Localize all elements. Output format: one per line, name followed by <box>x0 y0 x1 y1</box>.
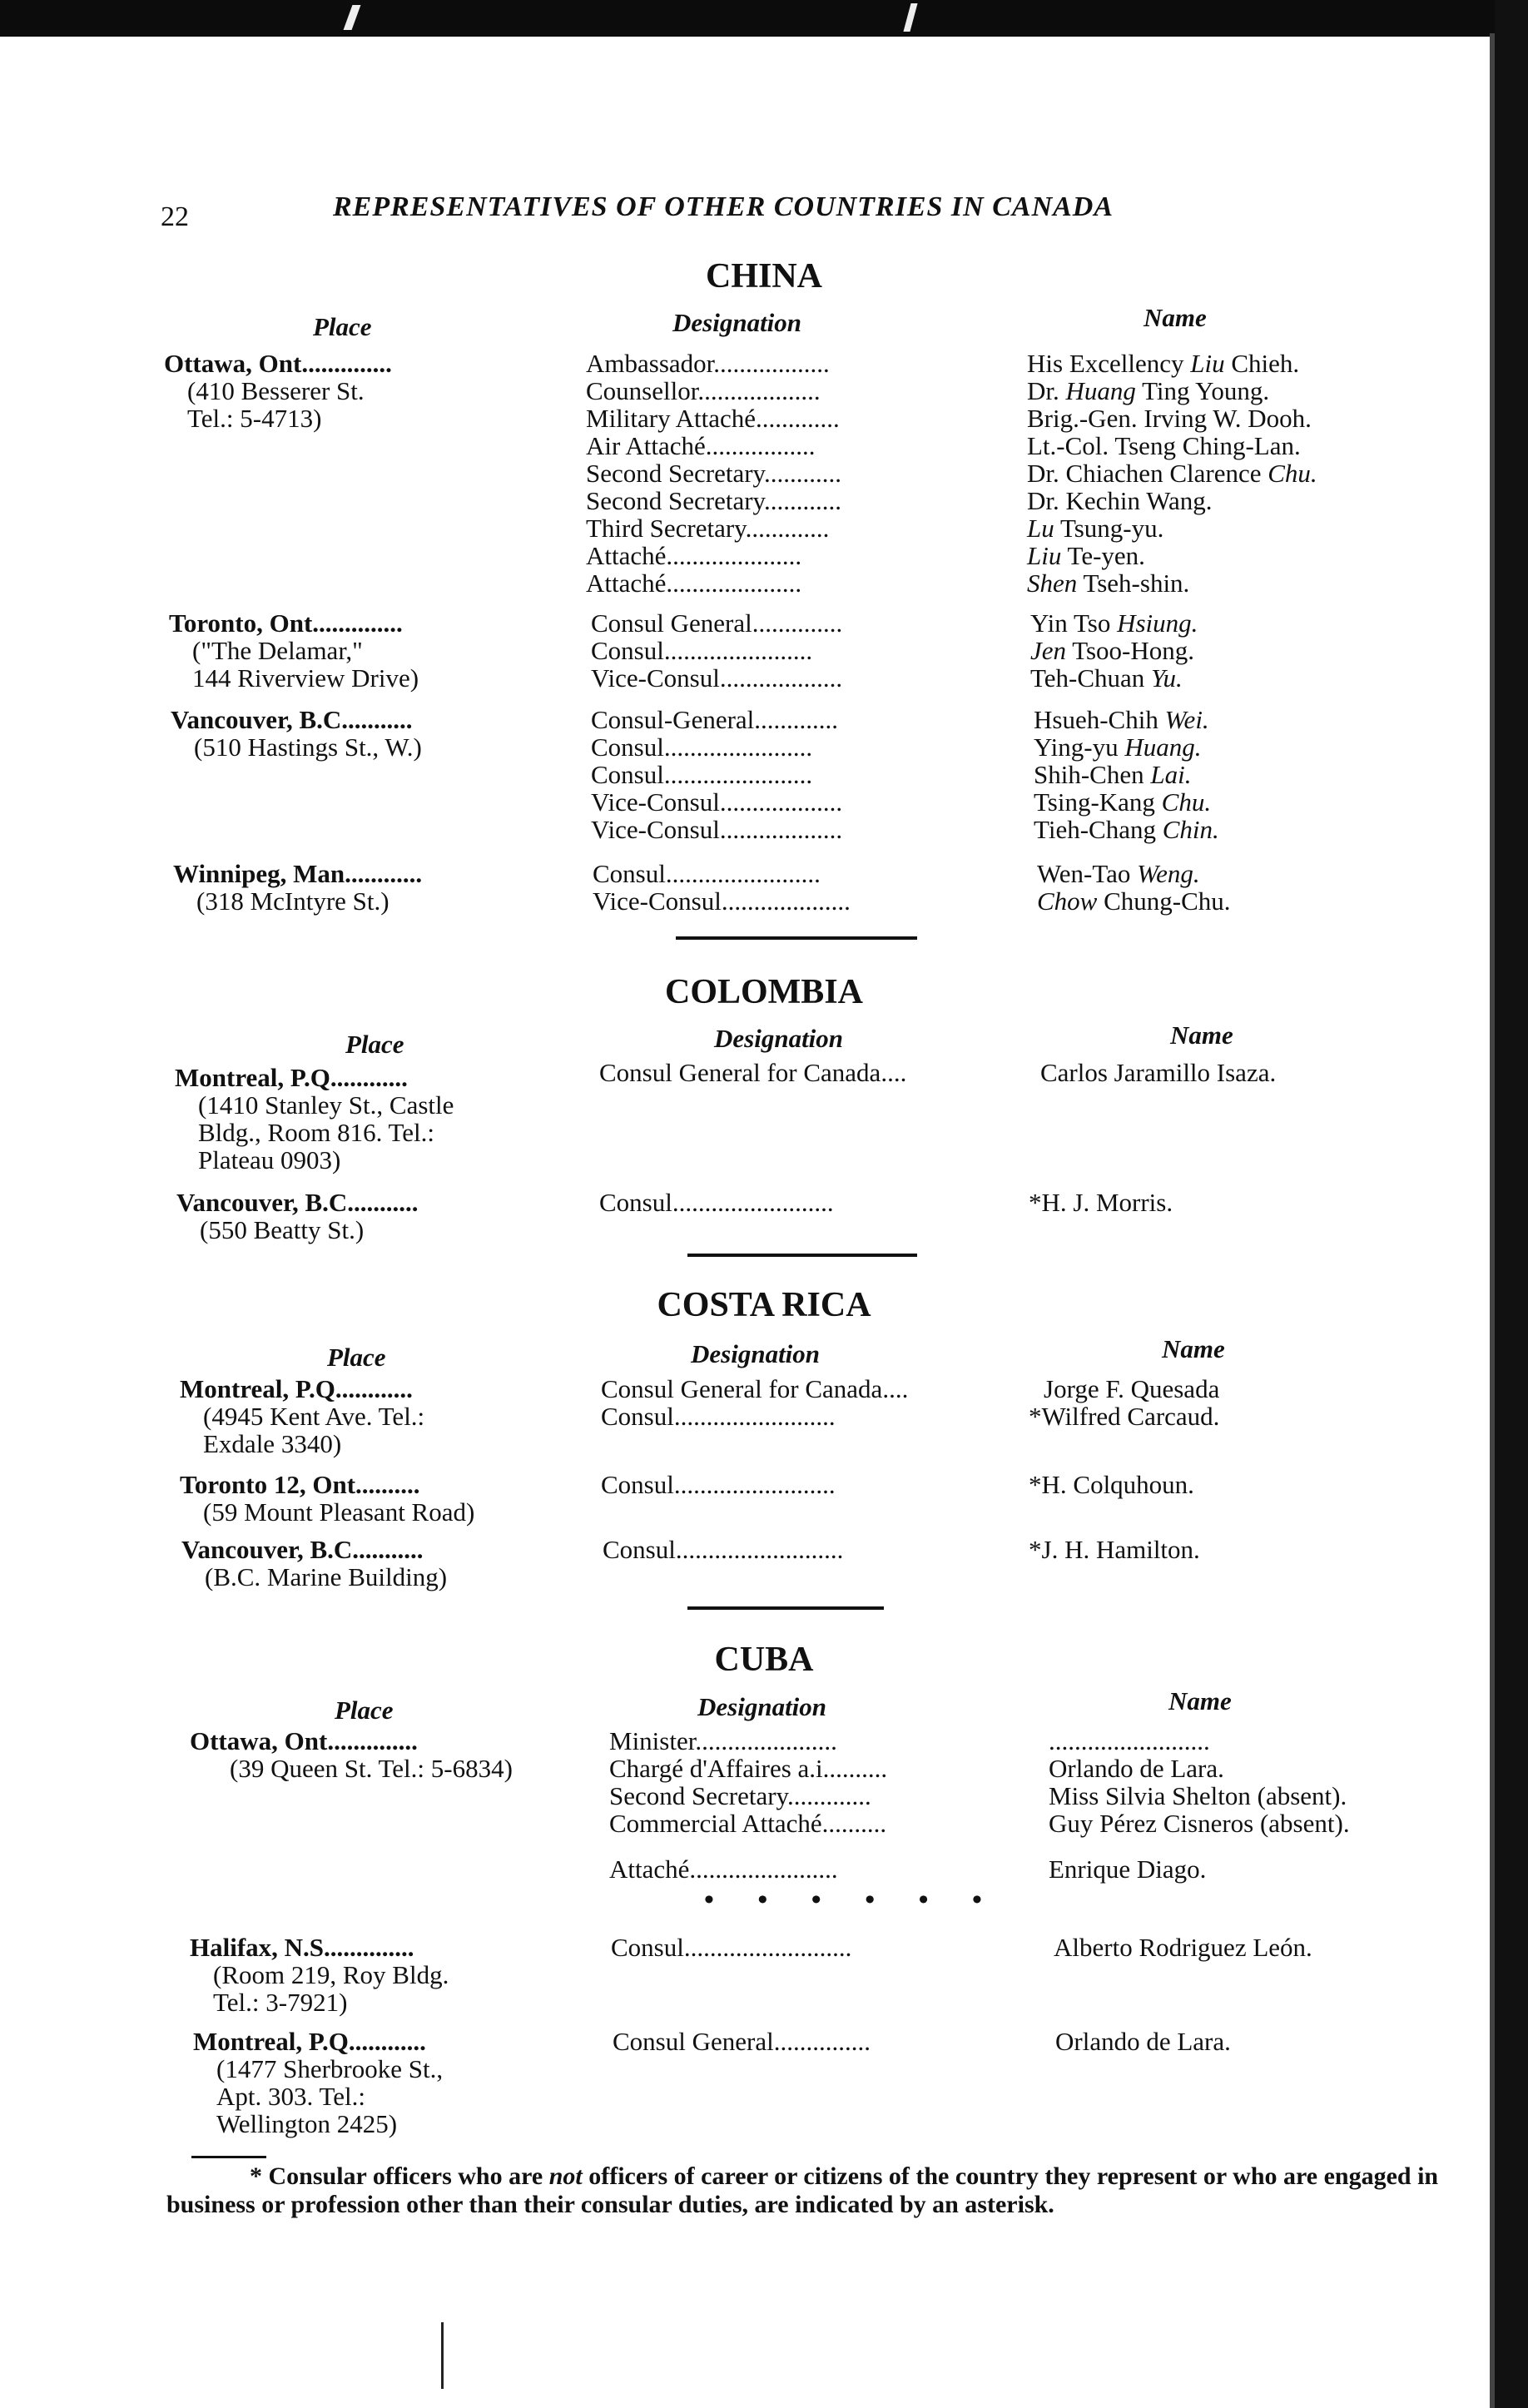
name-item: Carlos Jaramillo Isaza. <box>1040 1058 1277 1087</box>
place-cell <box>169 609 419 692</box>
column-header-place: Place <box>327 1343 386 1372</box>
designation-item: Second Secretary............ <box>586 459 842 488</box>
name-item: Tsing-Kang Chu. <box>1034 787 1212 817</box>
country-heading: COLOMBIA <box>664 973 863 1011</box>
name-item: Dr. Kechin Wang. <box>1027 486 1213 515</box>
name-item: Alberto Rodriguez León. <box>1054 1933 1312 1962</box>
place-cell <box>181 1536 447 1591</box>
place-city: Montreal, P.Q............ <box>180 1374 413 1403</box>
place-cell <box>171 706 422 761</box>
place-address: (Room 219, Roy Bldg. Tel.: 3-7921) <box>213 1960 449 2017</box>
designation-item: Consul.......................... <box>603 1535 844 1564</box>
designation-item: Vice-Consul................... <box>591 787 843 817</box>
name-item: ......................... <box>1049 1726 1210 1755</box>
column-header-designation: Designation <box>691 1339 821 1368</box>
column-header-place: Place <box>335 1696 394 1725</box>
place-address: (1410 Stanley St., Castle Bldg., Room 816. Tel.: Plateau 0903) <box>198 1090 454 1174</box>
column-header-name: Name <box>1162 1334 1225 1363</box>
name-list <box>1027 350 1317 597</box>
name-item: His Excellency Liu Chieh. <box>1027 349 1300 378</box>
designation-item: Second Secretary............ <box>586 486 842 515</box>
name-item: Shih-Chen Lai. <box>1034 760 1192 789</box>
designation-item: Air Attaché................. <box>586 431 816 460</box>
name-item: *H. J. Morris. <box>1029 1188 1173 1217</box>
designation-item: Attaché..................... <box>586 541 802 570</box>
name-item: Enrique Diago. <box>1049 1854 1207 1884</box>
place-address: (410 Besserer St. Tel.: 5-4713) <box>187 376 365 433</box>
designation-item: Consul....................... <box>591 760 813 789</box>
page-number: 22 <box>161 201 189 232</box>
name-list <box>1029 1375 1219 1430</box>
column-header-designation: Designation <box>714 1024 844 1053</box>
ellipsis-separator: • • • • • • <box>704 1884 1000 1915</box>
place-city: Halifax, N.S.............. <box>190 1933 414 1962</box>
column-header-place: Place <box>313 312 372 341</box>
designation-item: Counsellor................... <box>586 376 821 405</box>
designation-item: Consul General.............. <box>591 608 843 638</box>
designation-item: Chargé d'Affaires a.i.......... <box>609 1754 888 1783</box>
name-list <box>1055 2028 1231 2055</box>
place-cell <box>173 860 422 915</box>
designation-list <box>603 1536 843 1563</box>
designation-item: Consul General for Canada.... <box>601 1374 909 1403</box>
designation-item: Attaché....................... <box>609 1854 838 1884</box>
name-list <box>1029 1471 1194 1498</box>
designation-list <box>599 1059 906 1086</box>
place-city: Montreal, P.Q............ <box>193 2027 426 2056</box>
name-list <box>1034 706 1219 843</box>
column-header-name: Name <box>1170 1020 1233 1050</box>
designation-item: Third Secretary............. <box>586 514 830 543</box>
designation-item: Vice-Consul................... <box>591 815 843 844</box>
place-address: ("The Delamar," 144 Riverview Drive) <box>192 636 419 693</box>
place-cell <box>190 1934 449 2016</box>
name-item: Shen Tseh-shin. <box>1027 568 1190 598</box>
place-city: Toronto 12, Ont.......... <box>180 1470 420 1499</box>
country-heading: CHINA <box>705 257 822 295</box>
section-divider <box>676 936 917 940</box>
name-list <box>1029 1189 1173 1216</box>
name-list <box>1029 1536 1200 1563</box>
place-address: (59 Mount Pleasant Road) <box>203 1497 475 1527</box>
column-header-place: Place <box>345 1030 404 1059</box>
scan-page-edge <box>1490 33 1495 2408</box>
country-heading: CUBA <box>714 1641 814 1679</box>
designation-item: Attaché..................... <box>586 568 802 598</box>
designation-item: Commercial Attaché.......... <box>609 1809 887 1838</box>
name-item: Hsueh-Chih Wei. <box>1034 705 1209 734</box>
name-item: Lt.-Col. Tseng Ching-Lan. <box>1027 431 1301 460</box>
name-item: Miss Silvia Shelton (absent). <box>1049 1781 1347 1810</box>
scan-border-top <box>0 0 1528 37</box>
name-item: Wen-Tao Weng. <box>1037 859 1200 888</box>
place-cell <box>180 1471 474 1526</box>
designation-item: Consul......................... <box>601 1470 836 1499</box>
designation-item: Consul-General............. <box>591 705 839 734</box>
name-item: *H. Colquhoun. <box>1029 1470 1194 1499</box>
name-item: Dr. Huang Ting Young. <box>1027 376 1270 405</box>
place-address: (550 Beatty St.) <box>200 1215 365 1244</box>
name-item: *Wilfred Carcaud. <box>1029 1402 1220 1431</box>
place-address: (1477 Sherbrooke St., Apt. 303. Tel.: Wellington 2425) <box>216 2054 444 2138</box>
place-city: Toronto, Ont.............. <box>169 608 403 638</box>
designation-item: Vice-Consul.................... <box>593 886 851 916</box>
designation-item: Consul General for Canada.... <box>599 1058 907 1087</box>
designation-list <box>601 1471 836 1498</box>
place-address: (318 McIntyre St.) <box>196 886 389 916</box>
name-item: *J. H. Hamilton. <box>1029 1535 1200 1564</box>
scan-border-right <box>1495 0 1528 2408</box>
designation-list <box>593 860 851 915</box>
footnote: * Consular officers who are not officers of career or citizens of the country they represent or who are engaged in business or profession other than their consular duties, are indicated by an asterisk. <box>166 2162 1439 2218</box>
designation-item: Consul....................... <box>591 732 813 762</box>
name-item: Orlando de Lara. <box>1049 1754 1224 1783</box>
place-cell <box>180 1375 554 1457</box>
place-cell <box>164 350 392 432</box>
designation-item: Consul....................... <box>591 636 813 665</box>
name-list <box>1054 1934 1312 1961</box>
designation-item: Second Secretary............. <box>609 1781 871 1810</box>
section-divider <box>687 1606 884 1610</box>
place-address: (B.C. Marine Building) <box>205 1562 448 1591</box>
designation-item: Minister...................... <box>609 1726 837 1755</box>
name-item: Brig.-Gen. Irving W. Dooh. <box>1027 404 1312 433</box>
place-city: Ottawa, Ont.............. <box>190 1726 418 1755</box>
name-list <box>1030 609 1198 692</box>
place-cell <box>176 1189 419 1244</box>
name-item: Dr. Chiachen Clarence Chu. <box>1027 459 1317 488</box>
column-header-name: Name <box>1144 303 1207 332</box>
place-city: Montreal, P.Q............ <box>175 1063 408 1092</box>
column-header-designation: Designation <box>697 1692 827 1721</box>
place-city: Ottawa, Ont.............. <box>164 349 392 378</box>
designation-item: Consul......................... <box>601 1402 836 1431</box>
designation-list <box>586 350 841 597</box>
footnote-rule <box>191 2156 266 2158</box>
name-item: Orlando de Lara. <box>1055 2027 1231 2056</box>
place-cell <box>193 2028 443 2137</box>
designation-list <box>601 1375 908 1430</box>
designation-item: Ambassador.................. <box>586 349 830 378</box>
name-item: Lu Tsung-yu. <box>1027 514 1164 543</box>
designation-list <box>599 1189 834 1216</box>
section-divider <box>687 1254 917 1257</box>
column-header-designation: Designation <box>672 308 802 337</box>
place-city: Winnipeg, Man............ <box>173 859 423 888</box>
designation-item: Military Attaché............. <box>586 404 840 433</box>
place-city: Vancouver, B.C........... <box>171 705 413 734</box>
column-header-name: Name <box>1168 1686 1232 1715</box>
designation-item: Consul........................ <box>593 859 821 888</box>
place-city: Vancouver, B.C........... <box>181 1535 424 1564</box>
designation-item: Consul General............... <box>613 2027 871 2056</box>
name-item: Guy Pérez Cisneros (absent). <box>1049 1809 1350 1838</box>
designation-item: Consul.......................... <box>611 1933 852 1962</box>
name-list <box>1040 1059 1276 1086</box>
designation-list <box>609 1727 887 1883</box>
place-cell <box>175 1064 574 1174</box>
name-item: Chow Chung-Chu. <box>1037 886 1231 916</box>
scan-mark <box>441 2322 444 2389</box>
running-head: REPRESENTATIVES OF OTHER COUNTRIES IN CANADA <box>333 191 1114 222</box>
designation-list <box>613 2028 871 2055</box>
name-item: Liu Te-yen. <box>1027 541 1145 570</box>
name-list <box>1049 1727 1350 1883</box>
designation-item: Vice-Consul................... <box>591 663 843 693</box>
designation-list <box>591 609 842 692</box>
name-item: Jorge F. Quesada <box>1044 1374 1220 1403</box>
name-item: Yin Tso Hsiung. <box>1030 608 1198 638</box>
designation-list <box>611 1934 851 1961</box>
place-address: (510 Hastings St., W.) <box>194 732 422 762</box>
place-city: Vancouver, B.C........... <box>176 1188 419 1217</box>
name-list <box>1037 860 1231 915</box>
country-heading: COSTA RICA <box>657 1286 871 1324</box>
name-item: Teh-Chuan Yu. <box>1030 663 1183 693</box>
place-address: (39 Queen St. Tel.: 5-6834) <box>230 1754 513 1783</box>
name-item: Tieh-Chang Chin. <box>1034 815 1219 844</box>
name-item: Ying-yu Huang. <box>1034 732 1202 762</box>
designation-item: Consul......................... <box>599 1188 834 1217</box>
place-cell <box>190 1727 513 1782</box>
designation-list <box>591 706 842 843</box>
place-address: (4945 Kent Ave. Tel.: Exdale 3340) <box>203 1402 425 1458</box>
name-item: Jen Tsoo-Hong. <box>1030 636 1195 665</box>
